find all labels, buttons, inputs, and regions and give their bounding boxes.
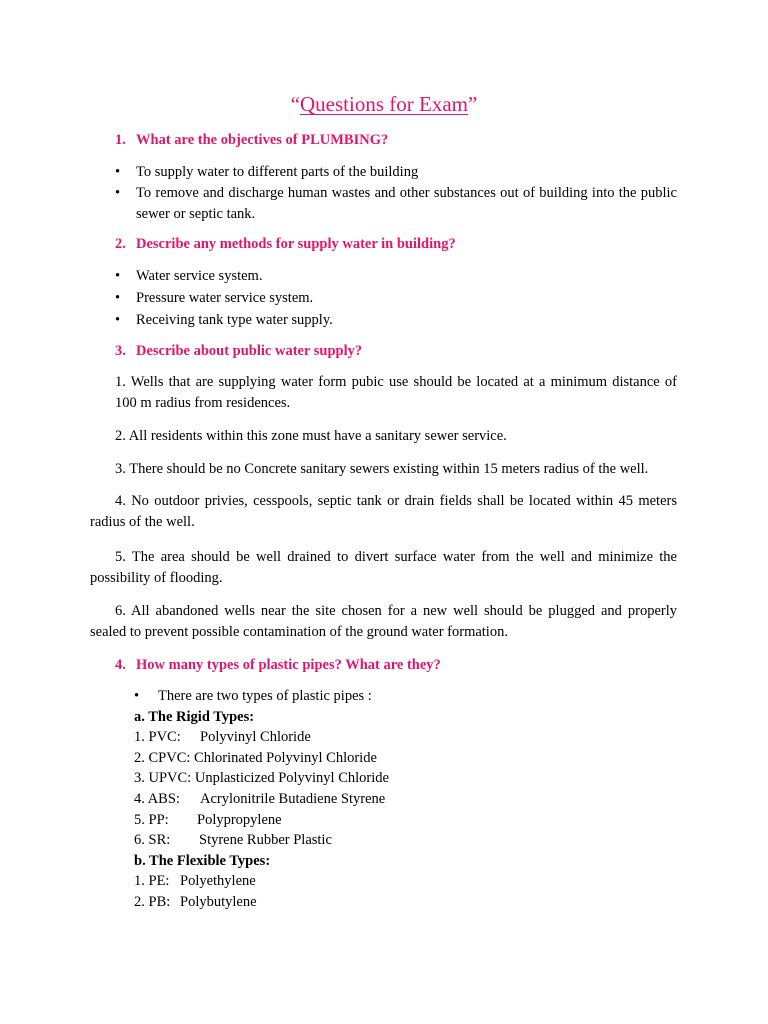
paragraph: 6. All abandoned wells near the site chosen for a new well should be plugged and properly sealed to prevent possible contamination of the ground water formation.	[90, 603, 677, 640]
pipe-code: 2. PB:	[134, 894, 171, 910]
list-item-text: There are two types of plastic pipes :	[158, 688, 372, 704]
question-text: What are the objectives of PLUMBING?	[136, 132, 389, 148]
paragraph: 1. Wells that are supplying water form pubic use should be located at a minimum distance of 100 m radius from residences.	[115, 374, 677, 411]
list-item	[115, 288, 677, 309]
title-open-quote: “	[290, 92, 300, 116]
question-2-heading	[115, 234, 456, 254]
bullet-icon: •	[115, 290, 121, 306]
pipe-code: 1. PVC:	[134, 729, 181, 745]
question-number: 2.	[115, 236, 126, 252]
question-4-heading	[115, 655, 441, 675]
list-item	[115, 310, 677, 331]
list-item	[134, 748, 377, 768]
list-item	[134, 686, 372, 706]
pipe-name: Polyvinyl Chloride	[200, 729, 311, 745]
question-text: Describe about public water supply?	[136, 343, 363, 359]
question-number: 4.	[115, 657, 126, 673]
list-item	[115, 162, 677, 183]
question-1-heading	[115, 130, 388, 150]
pipe-name: Chlorinated Polyvinyl Chloride	[194, 750, 377, 766]
question-3-heading	[115, 341, 362, 361]
paragraph: 3. There should be no Concrete sanitary sewers existing within 15 meters radius of the well.	[115, 461, 649, 477]
question-number: 1.	[115, 132, 126, 148]
list-item	[134, 727, 311, 747]
pipe-code: 2. CPVC:	[134, 750, 191, 766]
list-item	[134, 810, 282, 830]
paragraph: 5. The area should be well drained to divert surface water from the well and minimize the possibility of flooding.	[90, 549, 677, 586]
list-item-text: To remove and discharge human wastes and other substances out of building into the public sewer or septic tank.	[136, 185, 677, 222]
list-item-text: Receiving tank type water supply.	[136, 312, 333, 328]
paragraph: 4. No outdoor privies, cesspools, septic tank or drain fields shall be located within 45 meters radius of the well.	[90, 493, 677, 530]
question-number: 3.	[115, 343, 126, 359]
page-title	[0, 90, 768, 118]
list-item	[134, 789, 385, 809]
bullet-icon: •	[115, 312, 121, 328]
pipe-name: Polypropylene	[197, 812, 282, 828]
pipe-name: Unplasticized Polyvinyl Chloride	[194, 770, 389, 786]
flexible-types-heading: b. The Flexible Types:	[134, 853, 271, 869]
list-item	[134, 871, 256, 891]
pipe-name: Polyethylene	[180, 873, 256, 889]
list-item-text: Water service system.	[136, 268, 263, 284]
list-item	[115, 266, 677, 287]
paragraph: 2. All residents within this zone must have a sanitary sewer service.	[115, 428, 507, 444]
pipe-name: Polybutylene	[180, 894, 257, 910]
pipe-code: 6. SR:	[134, 832, 171, 848]
bullet-icon: •	[134, 688, 140, 704]
list-item-text: Pressure water service system.	[136, 290, 314, 306]
title-close-quote: ”	[467, 92, 478, 116]
list-item-text: To supply water to different parts of the building	[136, 164, 419, 180]
pipe-name: Styrene Rubber Plastic	[199, 832, 332, 848]
pipe-code: 4. ABS:	[134, 791, 180, 807]
bullet-icon: •	[115, 268, 121, 284]
bullet-icon: •	[115, 185, 121, 201]
pipe-name: Acrylonitrile Butadiene Styrene	[200, 791, 386, 807]
list-item	[134, 830, 332, 850]
list-item	[134, 768, 389, 788]
list-item	[115, 183, 677, 225]
list-item	[134, 892, 257, 912]
question-text: Describe any methods for supply water in building?	[136, 236, 456, 252]
bullet-icon: •	[115, 164, 121, 180]
pipe-code: 3. UPVC:	[134, 770, 192, 786]
question-text: How many types of plastic pipes? What are they?	[136, 657, 441, 673]
rigid-types-heading: a. The Rigid Types:	[134, 709, 255, 725]
title-text: Questions for Exam	[300, 92, 468, 116]
pipe-code: 1. PE:	[134, 873, 170, 889]
pipe-code: 5. PP:	[134, 812, 169, 828]
